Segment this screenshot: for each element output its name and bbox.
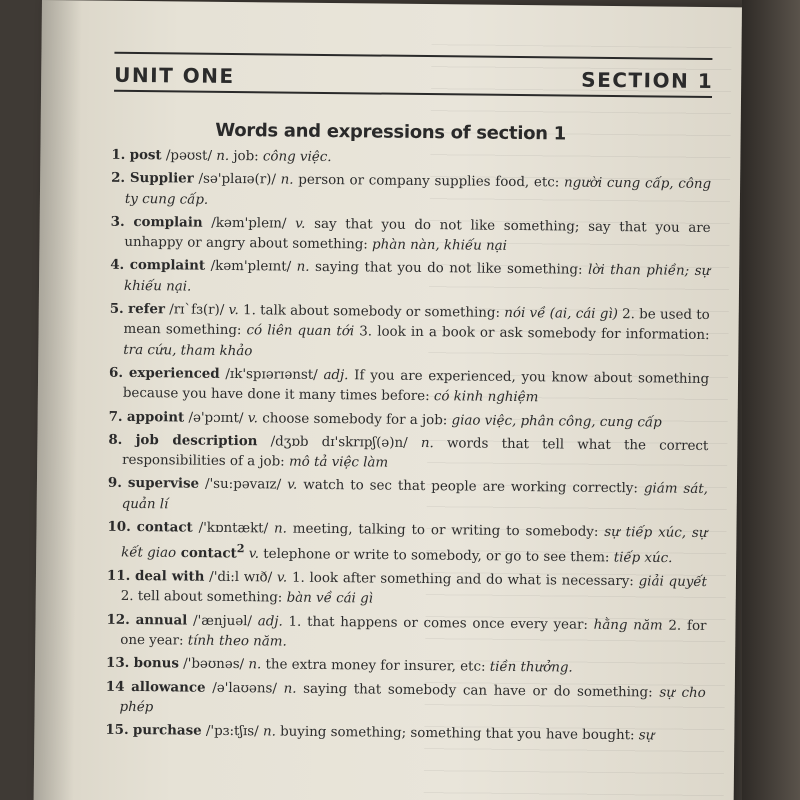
entry-definition: meeting, talking to or writing to somebody:: [286, 521, 605, 540]
entry-pronunciation: /dʒɒb dɪ'skrɪpʃ(ə)n/: [257, 434, 421, 451]
entry-definition: saying that somebody can have or do something:: [296, 681, 660, 701]
entry-definition: 1. look after something and do what is necessary:: [287, 570, 639, 590]
entry-definition: If you are experienced, you know about something because you have done it many times before:: [122, 368, 710, 405]
vocabulary-entry: [108, 473, 708, 521]
entry-translation-2: tính theo năm.: [187, 633, 287, 650]
entry-definition-2: 2. for one year:: [120, 618, 707, 649]
vocabulary-entry: [110, 255, 710, 303]
book-page: [34, 0, 742, 800]
entry-translation: có kinh nghiệm: [433, 389, 539, 406]
vocabulary-entry: [105, 676, 705, 724]
vocabulary-list: [105, 145, 711, 750]
entry-part-of-speech: v.: [287, 478, 298, 494]
page-heading: Words and expressions of section 1: [215, 119, 567, 145]
entry-part-of-speech: adj.: [257, 613, 283, 630]
entry-translation-3: tra cứu, tham khảo: [123, 342, 253, 359]
section-title: SECTION 1: [581, 67, 714, 94]
entry-translation: giải quyết: [638, 574, 708, 591]
entry-pronunciation: /ə'pɔɪnt/: [184, 410, 248, 426]
entry-term: job description: [135, 431, 258, 450]
entry-definition: watch to sec that people are working correctly:: [297, 478, 644, 497]
vocabulary-entry: [109, 363, 709, 411]
entry-number: 12.: [106, 611, 130, 628]
entry-pronunciation: /'ænjuəl/: [187, 613, 258, 629]
entry-translation: giám sát, quản lí: [121, 481, 708, 513]
entry-translation: giao việc, phân công, cung cấp: [451, 412, 662, 431]
entry-term: refer: [127, 300, 166, 318]
entry-part-of-speech: adj.: [323, 367, 349, 384]
vocabulary-entry: [108, 430, 708, 478]
entry-part-of-speech: n.: [273, 521, 288, 537]
entry-pronunciation: /sə'plaɪə(r)/: [193, 171, 281, 188]
vocabulary-entry: [109, 299, 710, 367]
vocabulary-entry: [107, 566, 707, 614]
entry-term: bonus: [133, 655, 180, 672]
entry-pronunciation: /kəm'pleɪn/: [202, 215, 296, 232]
entry-part-of-speech-2: v.: [244, 546, 260, 563]
table-surface: [742, 0, 800, 800]
entry-translation-2: bàn về cái gì: [286, 591, 374, 607]
entry-term: purchase: [132, 722, 202, 739]
entry-number: 7.: [108, 408, 123, 425]
entry-part-of-speech: v.: [295, 216, 306, 232]
entry-pronunciation: /ə'laʊəns/: [205, 680, 284, 697]
entry-number: 11.: [106, 567, 131, 585]
entry-number: 5.: [109, 300, 124, 317]
entry-definition: person or company supplies food, etc:: [293, 172, 565, 191]
entry-translation: sự: [638, 728, 655, 744]
entry-number: 15.: [105, 721, 129, 739]
vocabulary-entry: [106, 609, 706, 657]
entry-part-of-speech: n.: [283, 681, 297, 697]
vocabulary-entry: [107, 517, 707, 570]
entry-pronunciation: /rɪ`fɜ(r)/: [164, 302, 229, 319]
entry-translation: phàn nàn, khiếu nại: [372, 237, 508, 255]
entry-translation: sự cho phép: [119, 685, 706, 716]
entry-pronunciation: /'di:l wɪð/: [204, 569, 278, 586]
entry-definition: job:: [229, 148, 264, 165]
entry-pronunciation: /ɪk'spɪərɪənst/: [219, 366, 324, 383]
entry-superscript: 2: [236, 542, 245, 556]
entry-definition-2: telephone or write to somebody, or go to see them:: [258, 547, 614, 566]
entry-definition: 1. talk about somebody or something:: [238, 303, 505, 321]
unit-title: UNIT ONE: [114, 62, 235, 89]
entry-part-of-speech: n.: [296, 260, 310, 276]
entry-number: 3.: [110, 213, 125, 230]
entry-part-of-speech: n.: [420, 435, 434, 451]
entry-definition-2: 2. tell about something:: [120, 589, 287, 607]
entry-translation: hằng năm: [593, 617, 663, 634]
entry-pronunciation: /pəʊst/: [161, 148, 217, 164]
entry-definition-3: 3. look in a book or ask somebody for information:: [354, 324, 710, 344]
entry-pronunciation: /kəm'pleɪnt/: [205, 259, 297, 276]
entry-translation: sự tiếp xúc, sự kết giao: [121, 524, 708, 562]
entry-term: annual: [135, 611, 188, 629]
entry-number: 2.: [111, 170, 126, 187]
entry-pronunciation: /'pɜ:tʃɪs/: [201, 723, 264, 740]
entry-translation: nói về (ai, cái gì): [504, 305, 618, 323]
entry-definition: words that tell what the correct responsibilities of a job:: [122, 435, 709, 470]
entry-term: deal with: [134, 568, 205, 585]
entry-translation-2: tiếp xúc.: [613, 550, 673, 567]
entry-term: contact: [136, 519, 193, 536]
entry-translation: người cung cấp, công ty cung cấp.: [124, 175, 712, 208]
entry-number: 6.: [109, 364, 124, 381]
entry-part-of-speech: v.: [247, 410, 259, 426]
entry-number: 4.: [110, 257, 125, 274]
entry-translation: tiền thưởng.: [489, 660, 573, 676]
entry-part-of-speech: v.: [228, 303, 239, 319]
entry-definition: the extra money for insurer, etc:: [261, 657, 490, 676]
entry-number: 8.: [108, 431, 123, 448]
vocabulary-entry: [110, 212, 710, 260]
entry-term: post: [129, 146, 162, 164]
entry-term: complaint: [129, 257, 206, 275]
entry-pronunciation: /'su:pəvaɪz/: [198, 477, 288, 494]
entry-definition: buying something; something that you have bought:: [275, 724, 639, 744]
entry-part-of-speech: n.: [280, 172, 294, 188]
entry-definition-2: 2. be used to mean something:: [123, 307, 710, 339]
entry-term-2: contact: [176, 545, 237, 562]
entry-translation: công việc.: [262, 149, 332, 166]
entry-part-of-speech: v.: [276, 570, 288, 586]
entry-term: appoint: [126, 408, 185, 426]
vocabulary-entry: [105, 720, 705, 748]
entry-number: 10.: [107, 518, 131, 536]
entry-term: Supplier: [129, 170, 194, 187]
entry-term: supervise: [127, 475, 200, 493]
entry-definition: choose somebody for a job:: [257, 410, 452, 428]
entry-translation: lời than phiền; sự khiếu nại.: [123, 263, 711, 295]
vocabulary-entry: [111, 168, 711, 216]
entry-definition: say that you do not like something; say that you are unhappy or angry about something:: [124, 216, 711, 253]
entry-part-of-speech: n.: [216, 148, 230, 164]
entry-number: 13.: [105, 655, 130, 672]
entry-definition: 1. that happens or comes once every year:: [282, 614, 594, 633]
entry-number: 1.: [111, 146, 126, 163]
entry-term: complain: [133, 213, 203, 231]
entry-term: allowance: [131, 678, 206, 696]
entry-pronunciation: /'bəʊnəs/: [178, 656, 249, 673]
entry-number: 9.: [107, 475, 123, 492]
entry-part-of-speech: n.: [248, 657, 262, 673]
entry-part-of-speech: n.: [262, 724, 276, 740]
entry-pronunciation: /'kɒntækt/: [192, 520, 275, 537]
entry-term: experienced: [128, 364, 220, 382]
entry-number: 14: [105, 678, 125, 695]
entry-translation: mô tả việc làm: [288, 454, 389, 471]
entry-definition: saying that you do not like something:: [309, 260, 589, 279]
entry-translation-2: có liên quan tới: [246, 323, 355, 340]
